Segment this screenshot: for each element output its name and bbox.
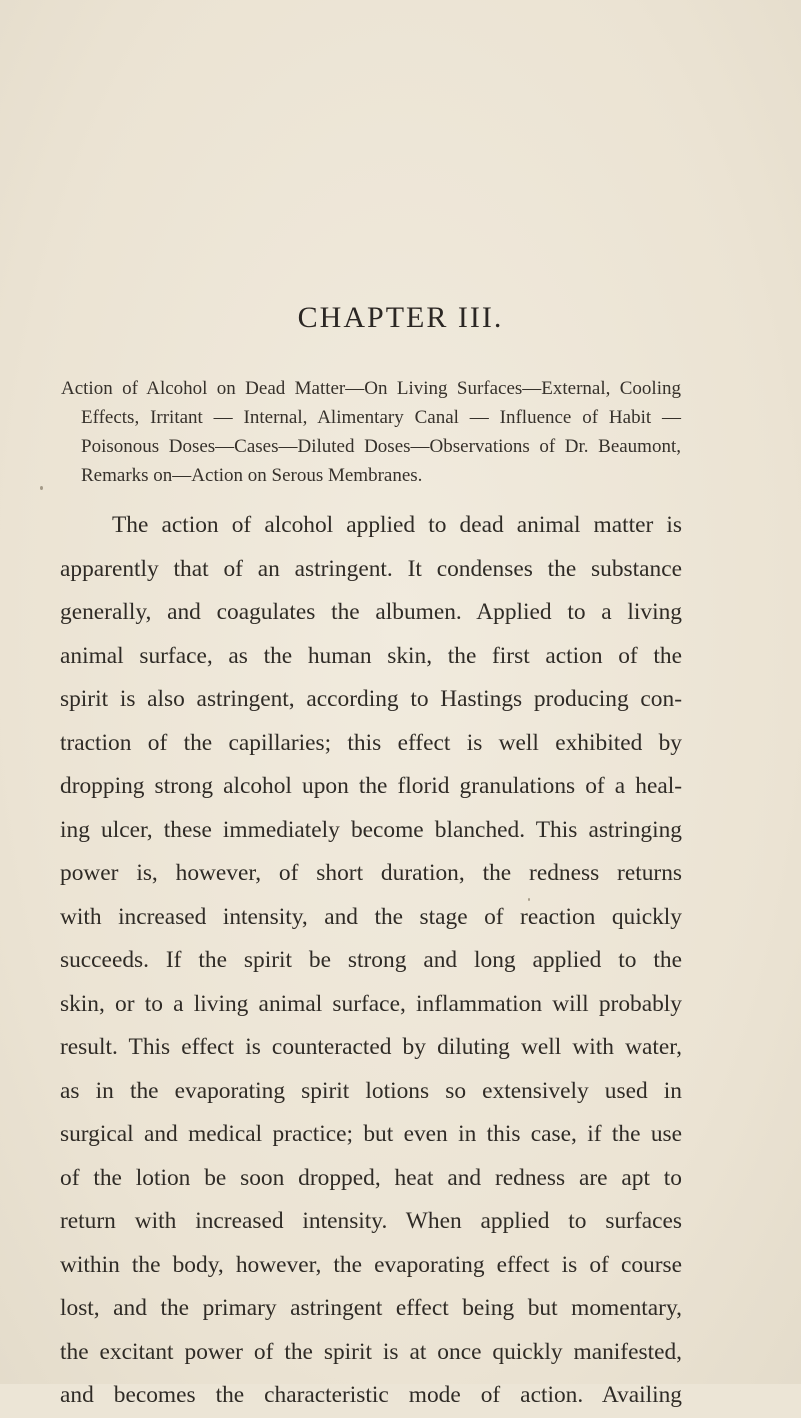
body-line: ing ulcer, these immediately become blanched. This astringing bbox=[60, 816, 682, 843]
body-line: surgical and medical practice; but even in this case, if the use bbox=[60, 1121, 682, 1147]
body-line: return with increased intensity. When applied to surfaces bbox=[60, 1208, 682, 1234]
chapter-synopsis bbox=[61, 374, 681, 490]
body-line: traction of the capillaries; this effect is well exhibited by bbox=[60, 729, 682, 756]
body-line: of the lotion be soon dropped, heat and redness are apt to bbox=[60, 1164, 682, 1191]
chapter-title: CHAPTER III. bbox=[297, 301, 504, 334]
body-line: with increased intensity, and the stage of reaction quickly bbox=[60, 903, 682, 930]
body-line: within the body, however, the evaporating effect is of course bbox=[60, 1251, 682, 1278]
paper-speck bbox=[528, 898, 530, 901]
body-line: generally, and coagulates the albumen. Applied to a living bbox=[60, 599, 682, 625]
body-line: lost, and the primary astringent effect being but momentary, bbox=[60, 1295, 682, 1321]
body-line: apparently that of an astringent. It condenses the substance bbox=[60, 555, 682, 582]
body-line: result. This effect is counteracted by diluting well with water, bbox=[60, 1034, 682, 1060]
body-line: power is, however, of short duration, the redness returns bbox=[60, 860, 682, 886]
body-line: The action of alcohol applied to dead animal matter is bbox=[112, 512, 682, 538]
body-line: succeeds. If the spirit be strong and long applied to the bbox=[60, 947, 682, 973]
body-line: skin, or to a living animal surface, inflammation will probably bbox=[60, 990, 682, 1017]
body-line: animal surface, as the human skin, the first action of the bbox=[60, 642, 682, 669]
paper-speck bbox=[40, 486, 43, 490]
synopsis-line: Remarks on—Action on Serous Membranes. bbox=[81, 465, 423, 486]
body-line: and becomes the characteristic mode of action. Availing bbox=[60, 1382, 682, 1408]
body-line: as in the evaporating spirit lotions so extensively used in bbox=[60, 1077, 682, 1104]
synopsis-line: Effects, Irritant — Internal, Alimentary Canal — Influence of Habit — bbox=[81, 407, 681, 428]
body-paragraph bbox=[60, 504, 682, 1418]
synopsis-line: Poisonous Doses—Cases—Diluted Doses—Observations of Dr. Beaumont, bbox=[81, 436, 681, 457]
body-line: spirit is also astringent, according to Hastings producing con- bbox=[60, 686, 682, 712]
body-line: dropping strong alcohol upon the florid granulations of a heal- bbox=[60, 773, 682, 799]
synopsis-line: Action of Alcohol on Dead Matter—On Living Surfaces—External, Cooling bbox=[61, 378, 681, 399]
body-line: the excitant power of the spirit is at once quickly manifested, bbox=[60, 1338, 682, 1365]
